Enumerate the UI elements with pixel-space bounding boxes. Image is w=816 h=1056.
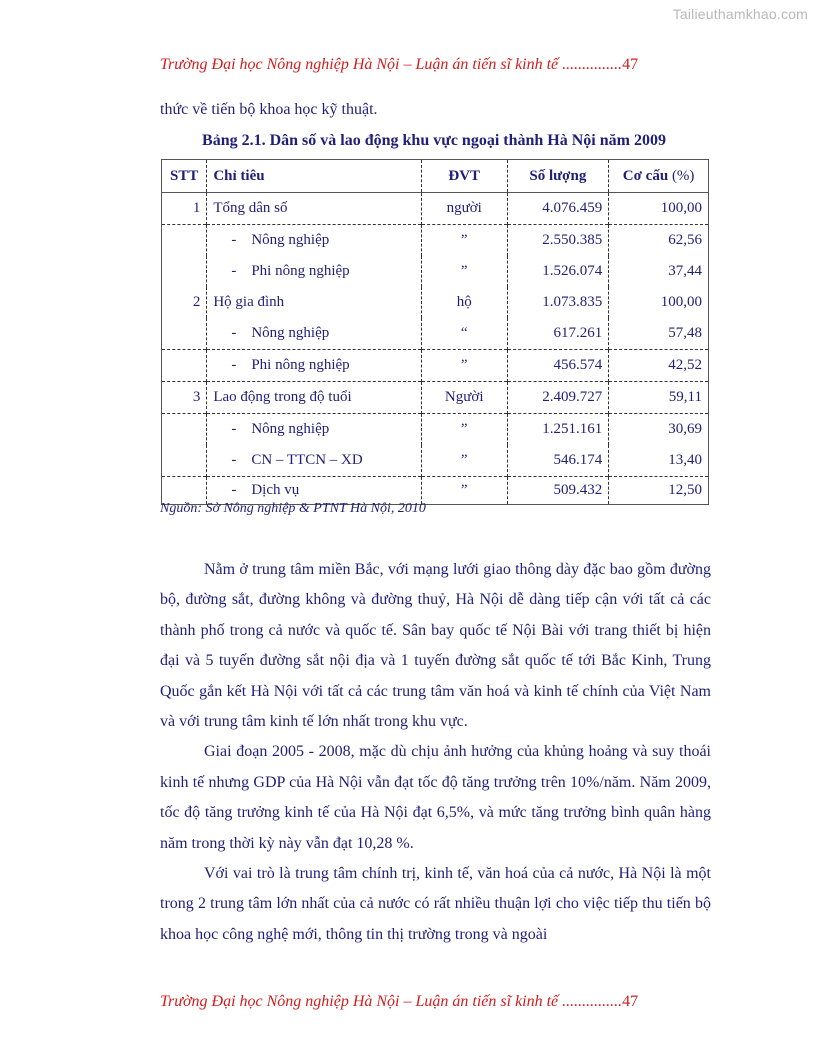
cell-stt — [162, 414, 207, 446]
cell-indicator — [207, 318, 422, 350]
cell-unit: hộ — [421, 287, 507, 318]
indicator-label: Nông nghiệp — [251, 421, 330, 437]
header-stt: STT — [162, 160, 207, 193]
cell-quantity: 509.432 — [507, 477, 609, 505]
cell-indicator — [207, 193, 422, 225]
sub-item-marker: - — [231, 357, 237, 373]
indicator-label: Tổng dân số — [213, 200, 288, 216]
paragraph: Với vai trò là trung tâm chính trị, kinh tế, văn hoá của cả nước, Hà Nội là một trong 2 trung tâm lớn nhất của cả nước có rất nhiều thuận lợi cho việc tiếp thu tiến bộ khoa học công nghệ mới, thông tin thị trường trong và ngoài — [160, 865, 711, 943]
sub-item-marker: - — [231, 263, 237, 279]
cell-structure: 59,11 — [609, 382, 709, 414]
table-row — [162, 350, 709, 382]
cell-stt: 2 — [162, 287, 207, 318]
cell-structure: 37,44 — [609, 256, 709, 287]
cell-stt: 3 — [162, 382, 207, 414]
cell-quantity: 4.076.459 — [507, 193, 609, 225]
table-body — [162, 193, 709, 505]
running-footer — [160, 993, 720, 1011]
cell-stt — [162, 318, 207, 350]
cell-quantity: 2.550.385 — [507, 225, 609, 257]
cell-indicator — [207, 225, 422, 257]
cell-quantity: 2.409.727 — [507, 382, 609, 414]
indicator-label: Phi nông nghiệp — [251, 263, 350, 279]
cell-indicator — [207, 414, 422, 446]
cell-indicator — [207, 382, 422, 414]
cell-structure: 100,00 — [609, 193, 709, 225]
sub-item-marker: - — [231, 421, 237, 437]
indicator-label: Hộ gia đình — [213, 294, 285, 310]
table-row — [162, 256, 709, 287]
cell-quantity: 1.526.074 — [507, 256, 609, 287]
header-indicator: Chỉ tiêu — [207, 160, 422, 193]
cell-quantity: 1.251.161 — [507, 414, 609, 446]
cell-structure: 13,40 — [609, 445, 709, 477]
cell-stt — [162, 350, 207, 382]
cell-structure: 30,69 — [609, 414, 709, 446]
table-row — [162, 225, 709, 257]
cell-stt: 1 — [162, 193, 207, 225]
cell-indicator — [207, 445, 422, 477]
table-row — [162, 287, 709, 318]
indicator-label: Phi nông nghiệp — [251, 357, 350, 373]
body-text — [160, 555, 711, 950]
watermark-text: Tailieuthamkhao.com — [672, 6, 808, 22]
cell-quantity: 546.174 — [507, 445, 609, 477]
cell-indicator — [207, 287, 422, 318]
cell-stt — [162, 445, 207, 477]
cell-indicator — [207, 256, 422, 287]
cell-unit: ” — [421, 225, 507, 257]
cell-unit: Người — [421, 382, 507, 414]
page-number: 47 — [622, 993, 639, 1010]
header-unit: ĐVT — [421, 160, 507, 193]
paragraph: Giai đoạn 2005 - 2008, mặc dù chịu ảnh hưởng của khủng hoảng và suy thoái kinh tế nhưng GDP của Hà Nội vẫn đạt tốc độ tăng trưởng trên 10%/năm. Năm 2009, tốc độ tăng trưởng kinh tế của Hà Nội đạt 6,5%, và mức tăng trưởng bình quân hàng năm trong thời kỳ này vẫn đạt 10,28 %. — [160, 743, 711, 852]
sub-item-marker: - — [231, 452, 237, 468]
table-caption: Bảng 2.1. Dân số và lao động khu vực ngoại thành Hà Nội năm 2009 — [202, 132, 666, 149]
cell-unit: ” — [421, 256, 507, 287]
cell-structure: 62,56 — [609, 225, 709, 257]
indicator-label: CN – TTCN – XD — [251, 452, 363, 468]
paragraph: Nằm ở trung tâm miền Bắc, với mạng lưới giao thông dày đặc bao gồm đường bộ, đường sắt, đường không và đường thuỷ, Hà Nội dễ dàng tiếp cận với tất cả các thành phố trong cả nước và quốc tế. Sân bay quốc tế Nội Bài với trang thiết bị hiện đại và 5 tuyến đường sắt nội địa và 1 tuyến đường sắt quốc tế tới Bắc Kinh, Trung Quốc gắn kết Hà Nội với tất cả các trung tâm văn hoá và kinh tế chính của Việt Nam và với trung tâm kinh tế lớn nhất trong khu vực. — [160, 561, 711, 731]
cell-quantity: 1.073.835 — [507, 287, 609, 318]
cell-unit: người — [421, 193, 507, 225]
table-row — [162, 318, 709, 350]
sub-item-marker: - — [231, 325, 237, 341]
cell-structure: 12,50 — [609, 477, 709, 505]
cell-quantity: 617.261 — [507, 318, 609, 350]
running-footer-text: Trường Đại học Nông nghiệp Hà Nội – Luận án tiến sĩ kinh tế ............... — [160, 993, 623, 1010]
table-row — [162, 414, 709, 446]
cell-unit: ” — [421, 445, 507, 477]
header-structure-label: Cơ cấu — [622, 167, 669, 184]
cell-quantity: 456.574 — [507, 350, 609, 382]
running-header — [160, 56, 720, 74]
cell-indicator — [207, 350, 422, 382]
cell-unit: ” — [421, 477, 507, 505]
page-number: 47 — [622, 56, 639, 73]
table-row — [162, 193, 709, 225]
cell-stt — [162, 256, 207, 287]
cell-unit: ” — [421, 414, 507, 446]
continued-text-line: thức về tiến bộ khoa học kỹ thuật. — [160, 101, 378, 118]
table-header-row — [162, 160, 709, 193]
sub-item-marker: - — [231, 232, 237, 248]
running-header-text: Trường Đại học Nông nghiệp Hà Nội – Luận án tiến sĩ kinh tế ............... — [160, 56, 623, 73]
cell-stt — [162, 225, 207, 257]
cell-unit: ” — [421, 350, 507, 382]
indicator-label: Lao động trong độ tuổi — [213, 389, 352, 405]
indicator-label: Nông nghiệp — [251, 325, 330, 341]
cell-structure: 100,00 — [609, 287, 709, 318]
table-source-note: Nguồn: Sở Nông nghiệp & PTNT Hà Nội, 2010 — [160, 501, 426, 516]
cell-structure: 42,52 — [609, 350, 709, 382]
indicator-label: Dịch vụ — [251, 482, 300, 498]
header-structure — [609, 160, 709, 193]
sub-item-marker: - — [231, 482, 237, 498]
indicator-label: Nông nghiệp — [251, 232, 330, 248]
population-labor-table — [161, 159, 709, 505]
table-row — [162, 382, 709, 414]
cell-unit: “ — [421, 318, 507, 350]
cell-structure: 57,48 — [609, 318, 709, 350]
header-quantity: Số lượng — [507, 160, 609, 193]
table-row — [162, 445, 709, 477]
header-structure-unit: (%) — [671, 167, 695, 184]
